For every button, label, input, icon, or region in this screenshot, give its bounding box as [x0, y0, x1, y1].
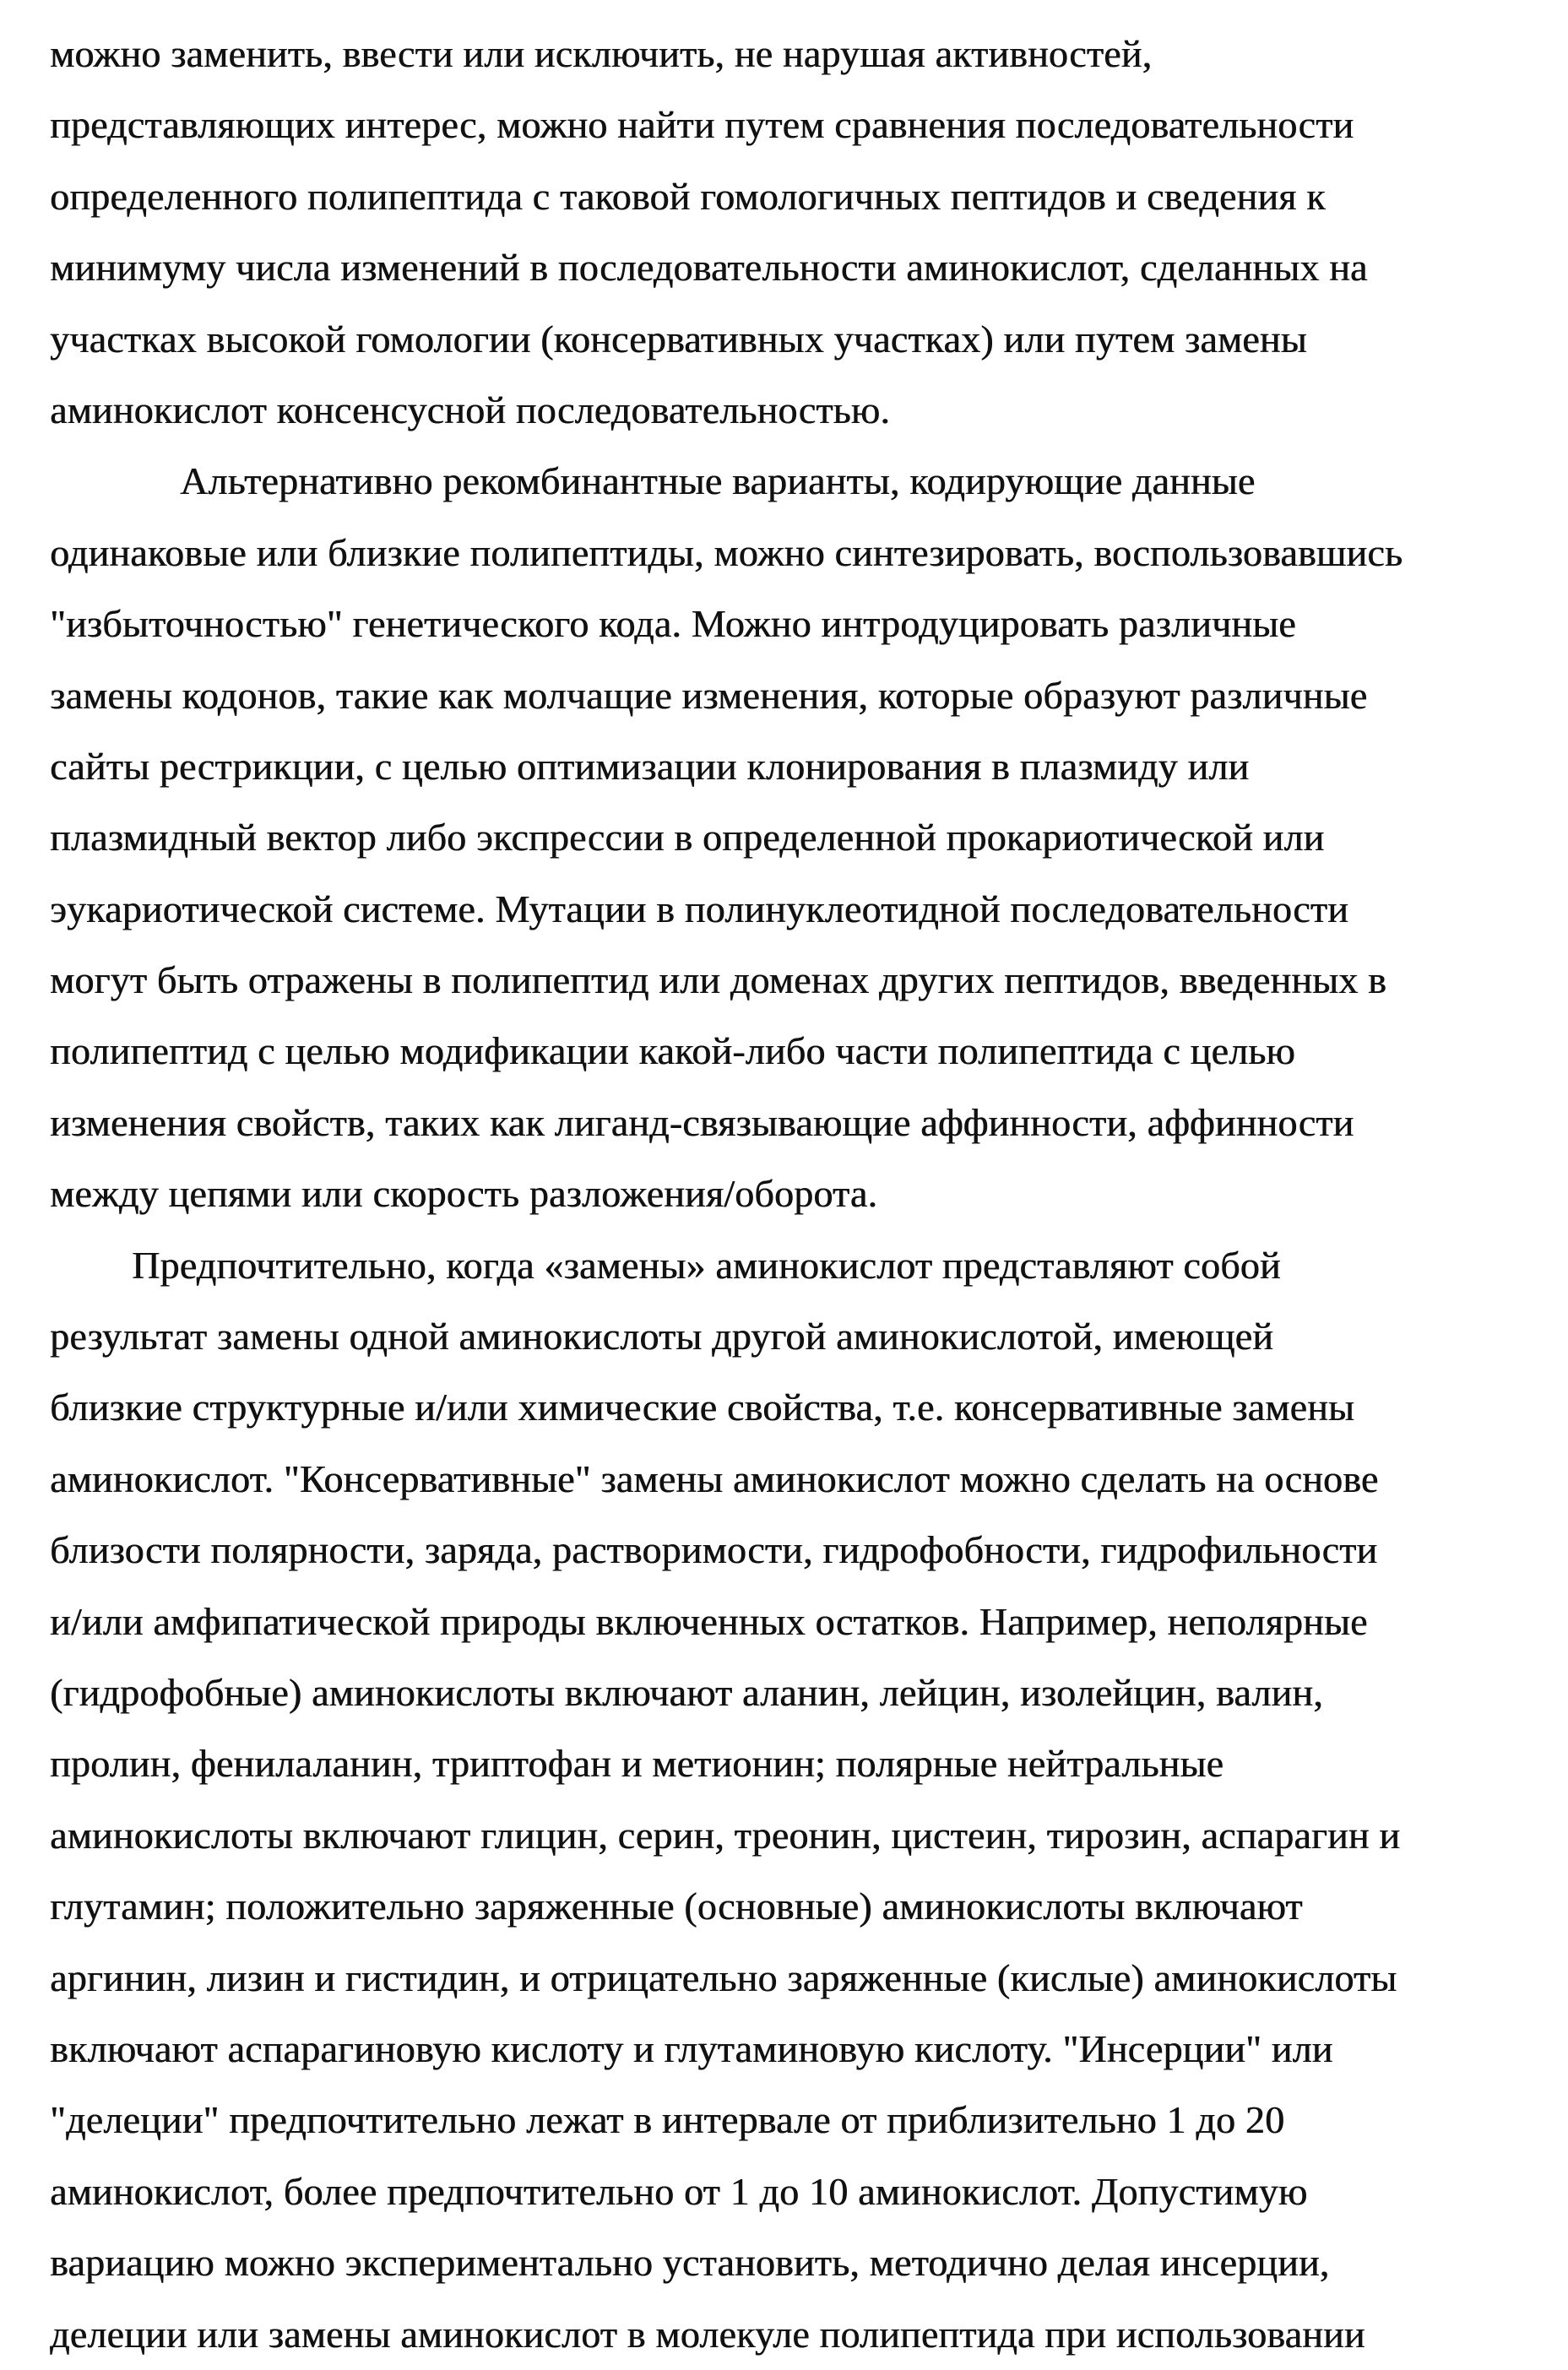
- text-line: изменения свойств, таких как лиганд-связывающие аффинности, аффинности: [50, 1087, 1551, 1158]
- text-line: аргинин, лизин и гистидин, и отрицательно заряженные (кислые) аминокислоты: [50, 1943, 1551, 2014]
- text-line: вариацию можно экспериментально установить, методично делая инсерции,: [50, 2227, 1551, 2298]
- text-line: делеции или замены аминокислот в молекуле полипептида при использовании: [50, 2299, 1551, 2370]
- text-line: пролин, фенилаланин, триптофан и метионин; полярные нейтральные: [50, 1728, 1551, 1799]
- text-line: сайты рестрикции, с целью оптимизации клонирования в плазмиду или: [50, 731, 1551, 802]
- paragraph-1: [50, 19, 1551, 446]
- paragraph-3: [50, 1230, 1551, 2370]
- text-line: определенного полипептида с таковой гомологичных пептидов и сведения к: [50, 161, 1551, 232]
- text-line: плазмидный вектор либо экспрессии в определенной прокариотической или: [50, 802, 1551, 873]
- text-line: могут быть отражены в полипептид или доменах других пептидов, введенных в: [50, 945, 1551, 1016]
- text-line: минимуму числа изменений в последовательности аминокислот, сделанных на: [50, 232, 1551, 303]
- paragraph-2: [50, 446, 1551, 1229]
- text-line: глутамин; положительно заряженные (основные) аминокислоты включают: [50, 1871, 1551, 1942]
- text-line: "избыточностью" генетического кода. Можно интродуцировать различные: [50, 588, 1551, 659]
- text-line: замены кодонов, такие как молчащие изменения, которые образуют различные: [50, 660, 1551, 731]
- text-line: (гидрофобные) аминокислоты включают аланин, лейцин, изолейцин, валин,: [50, 1657, 1551, 1728]
- text-line: "делеции" предпочтительно лежат в интервале от приблизительно 1 до 20: [50, 2085, 1551, 2156]
- text-line: включают аспарагиновую кислоту и глутаминовую кислоту. "Инсерции" или: [50, 2014, 1551, 2085]
- text-line: можно заменить, ввести или исключить, не нарушая активностей,: [50, 19, 1551, 89]
- text-line: аминокислот. "Консервативные" замены аминокислот можно сделать на основе: [50, 1444, 1551, 1515]
- text-line: участках высокой гомологии (консервативных участках) или путем замены: [50, 304, 1551, 375]
- document-page: [50, 19, 1551, 2370]
- text-line: аминокислоты включают глицин, серин, треонин, цистеин, тирозин, аспарагин и: [50, 1800, 1551, 1871]
- text-line: полипептид с целью модификации какой-либо части полипептида с целью: [50, 1016, 1551, 1087]
- text-line: Альтернативно рекомбинантные варианты, кодирующие данные: [50, 446, 1551, 517]
- text-line: близости полярности, заряда, растворимости, гидрофобности, гидрофильности: [50, 1515, 1551, 1586]
- text-line: аминокислот, более предпочтительно от 1 до 10 аминокислот. Допустимую: [50, 2156, 1551, 2227]
- text-line: близкие структурные и/или химические свойства, т.е. консервативные замены: [50, 1372, 1551, 1443]
- text-line: результат замены одной аминокислоты другой аминокислотой, имеющей: [50, 1301, 1551, 1372]
- text-line: и/или амфипатической природы включенных остатков. Например, неполярные: [50, 1586, 1551, 1657]
- text-line: эукариотической системе. Мутации в полинуклеотидной последовательности: [50, 874, 1551, 945]
- text-line: аминокислот консенсусной последовательностью.: [50, 375, 1551, 446]
- text-line: Предпочтительно, когда «замены» аминокислот представляют собой: [50, 1230, 1551, 1301]
- text-line: представляющих интерес, можно найти путем сравнения последовательности: [50, 89, 1551, 160]
- text-line: между цепями или скорость разложения/оборота.: [50, 1158, 1551, 1229]
- text-line: одинаковые или близкие полипептиды, можно синтезировать, воспользовавшись: [50, 518, 1551, 588]
